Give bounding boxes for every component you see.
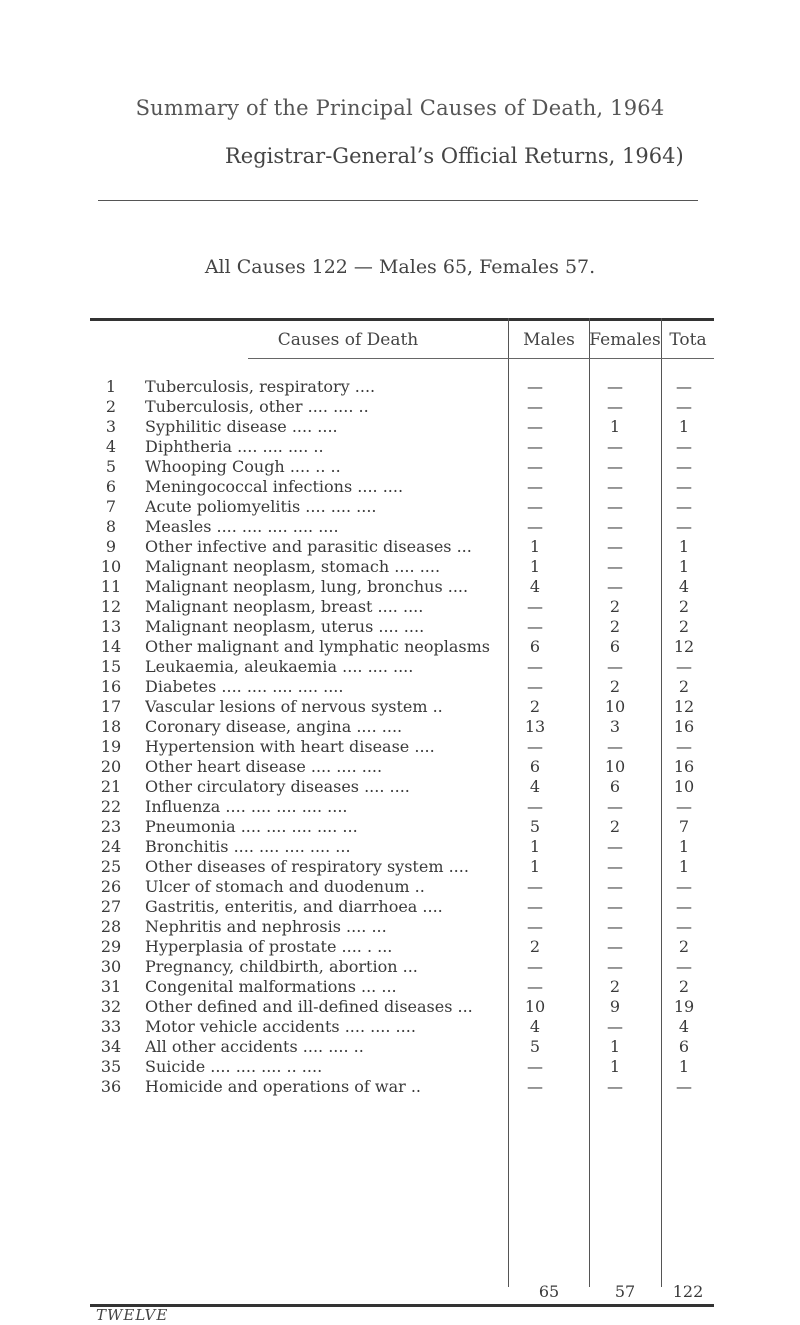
cause-cell: Other infective and parasitic diseases ... — [145, 537, 472, 556]
divider — [98, 200, 698, 201]
males-cell: — — [527, 977, 543, 996]
males-cell: — — [527, 437, 543, 456]
table-top-rule — [90, 318, 714, 321]
table-row — [90, 697, 714, 717]
cause-cell: Measles .... .... .... .... .... — [145, 517, 339, 536]
row-number: 27 — [100, 897, 122, 916]
column-header-females: Females — [589, 330, 661, 350]
total-cell: 12 — [673, 637, 695, 656]
females-cell: 2 — [609, 977, 621, 996]
column-header-males: Males — [523, 330, 575, 350]
males-cell: — — [527, 797, 543, 816]
total-cell: — — [676, 957, 692, 976]
table-row — [90, 977, 714, 997]
total-males: 65 — [538, 1282, 560, 1301]
page-title: Summary of the Principal Causes of Death, 1964 — [135, 96, 665, 120]
females-cell: 10 — [604, 757, 626, 776]
row-number: 12 — [100, 597, 122, 616]
cause-cell: Malignant neoplasm, stomach .... .... — [145, 557, 441, 576]
row-number: 18 — [100, 717, 122, 736]
males-cell: — — [527, 1077, 543, 1096]
cause-cell: Malignant neoplasm, breast .... .... — [145, 597, 424, 616]
total-cell: — — [676, 657, 692, 676]
males-cell: 1 — [529, 837, 541, 856]
males-cell: 1 — [529, 537, 541, 556]
table-row — [90, 1077, 714, 1097]
cause-cell: Other defined and ill-defined diseases ... — [145, 997, 473, 1016]
males-cell: 2 — [529, 697, 541, 716]
total-cell: — — [676, 517, 692, 536]
table-row — [90, 957, 714, 977]
females-cell: — — [607, 397, 623, 416]
table-row — [90, 797, 714, 817]
cause-cell: Malignant neoplasm, lung, bronchus .... — [145, 577, 469, 596]
row-number: 1 — [105, 377, 117, 396]
row-number: 10 — [100, 557, 122, 576]
column-header-total: Tota — [669, 330, 707, 350]
females-cell: — — [607, 737, 623, 756]
females-cell: — — [607, 797, 623, 816]
cause-cell: Hypertension with heart disease .... — [145, 737, 435, 756]
total-cell: 12 — [673, 697, 695, 716]
row-number: 9 — [105, 537, 117, 556]
row-number: 19 — [100, 737, 122, 756]
females-cell: — — [607, 437, 623, 456]
row-number: 34 — [100, 1037, 122, 1056]
table-row — [90, 577, 714, 597]
cause-cell: Malignant neoplasm, uterus .... .... — [145, 617, 425, 636]
cause-cell: Syphilitic disease .... .... — [145, 417, 338, 436]
females-cell: — — [607, 917, 623, 936]
cause-cell: Pregnancy, childbirth, abortion ... — [145, 957, 418, 976]
total-cell: 1 — [678, 857, 690, 876]
table-row — [90, 1017, 714, 1037]
cause-cell: Other diseases of respiratory system .... — [145, 857, 469, 876]
females-cell: 2 — [609, 617, 621, 636]
table-row — [90, 837, 714, 857]
cause-cell: Congenital malformations ... ... — [145, 977, 397, 996]
cause-cell: Diphtheria .... .... .... .. — [145, 437, 324, 456]
cause-cell: All other accidents .... .... .. — [145, 1037, 364, 1056]
row-number: 11 — [100, 577, 122, 596]
row-number: 15 — [100, 657, 122, 676]
males-cell: — — [527, 897, 543, 916]
row-number: 16 — [100, 677, 122, 696]
total-cell: 2 — [678, 617, 690, 636]
cause-cell: Influenza .... .... .... .... .... — [145, 797, 348, 816]
row-number: 21 — [100, 777, 122, 796]
females-cell: 2 — [609, 597, 621, 616]
males-cell: — — [527, 597, 543, 616]
cause-cell: Motor vehicle accidents .... .... .... — [145, 1017, 416, 1036]
males-cell: — — [527, 517, 543, 536]
row-number: 36 — [100, 1077, 122, 1096]
table-row — [90, 1037, 714, 1057]
row-number: 23 — [100, 817, 122, 836]
total-cell: — — [676, 877, 692, 896]
total-cell: — — [676, 797, 692, 816]
males-cell: — — [527, 917, 543, 936]
males-cell: — — [527, 417, 543, 436]
row-number: 29 — [100, 937, 122, 956]
females-cell: — — [607, 457, 623, 476]
table-row — [90, 597, 714, 617]
cause-cell: Diabetes .... .... .... .... .... — [145, 677, 344, 696]
males-cell: — — [527, 377, 543, 396]
cause-cell: Suicide .... .... .... .. .... — [145, 1057, 323, 1076]
males-cell: 10 — [524, 997, 546, 1016]
cause-cell: Nephritis and nephrosis .... ... — [145, 917, 387, 936]
males-cell: 6 — [529, 637, 541, 656]
table-row — [90, 437, 714, 457]
males-cell: 2 — [529, 937, 541, 956]
table-row — [90, 377, 714, 397]
females-cell: — — [607, 477, 623, 496]
males-cell: 13 — [524, 717, 546, 736]
row-number: 17 — [100, 697, 122, 716]
table-row — [90, 477, 714, 497]
table-row — [90, 737, 714, 757]
table-row — [90, 857, 714, 877]
cause-cell: Homicide and operations of war .. — [145, 1077, 422, 1096]
females-cell: 2 — [609, 677, 621, 696]
row-number: 4 — [105, 437, 117, 456]
total-cell: 7 — [678, 817, 690, 836]
females-cell: — — [607, 957, 623, 976]
total-all: 122 — [672, 1282, 704, 1301]
females-cell: — — [607, 1077, 623, 1096]
females-cell: 6 — [609, 637, 621, 656]
cause-cell: Other circulatory diseases .... .... — [145, 777, 410, 796]
females-cell: — — [607, 837, 623, 856]
total-cell: — — [676, 897, 692, 916]
total-cell: 16 — [673, 757, 695, 776]
cause-cell: Acute poliomyelitis .... .... .... — [145, 497, 377, 516]
females-cell: — — [607, 577, 623, 596]
table-row — [90, 997, 714, 1017]
cause-cell: Bronchitis .... .... .... .... ... — [145, 837, 351, 856]
males-cell: — — [527, 677, 543, 696]
total-cell: 19 — [673, 997, 695, 1016]
total-females: 57 — [614, 1282, 636, 1301]
table-row — [90, 637, 714, 657]
males-cell: — — [527, 1057, 543, 1076]
table-row — [90, 1057, 714, 1077]
table-row — [90, 917, 714, 937]
total-cell: — — [676, 377, 692, 396]
table-row — [90, 397, 714, 417]
total-cell: 1 — [678, 837, 690, 856]
total-cell: 2 — [678, 677, 690, 696]
cause-cell: Ulcer of stomach and duodenum .. — [145, 877, 425, 896]
row-number: 6 — [105, 477, 117, 496]
table-bottom-rule — [90, 1304, 714, 1307]
males-cell: — — [527, 957, 543, 976]
table-row — [90, 937, 714, 957]
page-footer: TWELVE — [96, 1306, 169, 1324]
cause-cell: Tuberculosis, other .... .... .. — [145, 397, 369, 416]
table-row — [90, 677, 714, 697]
row-number: 5 — [105, 457, 117, 476]
total-cell: 4 — [678, 577, 690, 596]
total-cell: — — [676, 477, 692, 496]
females-cell: — — [607, 937, 623, 956]
row-number: 24 — [100, 837, 122, 856]
total-cell: — — [676, 457, 692, 476]
females-cell: — — [607, 557, 623, 576]
males-cell: 5 — [529, 1037, 541, 1056]
row-number: 20 — [100, 757, 122, 776]
males-cell: — — [527, 497, 543, 516]
row-number: 26 — [100, 877, 122, 896]
females-cell: — — [607, 657, 623, 676]
row-number: 30 — [100, 957, 122, 976]
cause-cell: Leukaemia, aleukaemia .... .... .... — [145, 657, 414, 676]
males-cell: — — [527, 617, 543, 636]
males-cell: — — [527, 457, 543, 476]
row-number: 35 — [100, 1057, 122, 1076]
total-cell: 1 — [678, 1057, 690, 1076]
summary-line: All Causes 122 — Males 65, Females 57. — [204, 256, 596, 278]
males-cell: 4 — [529, 1017, 541, 1036]
total-cell: 1 — [678, 537, 690, 556]
total-cell: 2 — [678, 597, 690, 616]
females-cell: — — [607, 377, 623, 396]
causes-table — [90, 377, 714, 1097]
row-number: 28 — [100, 917, 122, 936]
females-cell: — — [607, 857, 623, 876]
row-number: 22 — [100, 797, 122, 816]
males-cell: 5 — [529, 817, 541, 836]
table-row — [90, 657, 714, 677]
table-row — [90, 417, 714, 437]
females-cell: — — [607, 1017, 623, 1036]
table-row — [90, 617, 714, 637]
males-cell: — — [527, 737, 543, 756]
total-cell: — — [676, 397, 692, 416]
cause-cell: Vascular lesions of nervous system .. — [145, 697, 443, 716]
cause-cell: Gastritis, enteritis, and diarrhoea .... — [145, 897, 443, 916]
cause-cell: Tuberculosis, respiratory .... — [145, 377, 376, 396]
row-number: 32 — [100, 997, 122, 1016]
females-cell: 6 — [609, 777, 621, 796]
females-cell: 10 — [604, 697, 626, 716]
table-row — [90, 817, 714, 837]
table-row — [90, 757, 714, 777]
females-cell: 3 — [609, 717, 621, 736]
row-number: 2 — [105, 397, 117, 416]
row-number: 13 — [100, 617, 122, 636]
females-cell: — — [607, 877, 623, 896]
males-cell: — — [527, 657, 543, 676]
table-row — [90, 497, 714, 517]
total-cell: 4 — [678, 1017, 690, 1036]
males-cell: 4 — [529, 577, 541, 596]
total-cell: 2 — [678, 977, 690, 996]
cause-cell: Other heart disease .... .... .... — [145, 757, 383, 776]
females-cell: — — [607, 497, 623, 516]
males-cell: — — [527, 877, 543, 896]
females-cell: 1 — [609, 417, 621, 436]
table-row — [90, 717, 714, 737]
total-cell: — — [676, 917, 692, 936]
row-number: 8 — [105, 517, 117, 536]
females-cell: 2 — [609, 817, 621, 836]
males-cell: 4 — [529, 777, 541, 796]
total-cell: — — [676, 437, 692, 456]
males-cell: 1 — [529, 557, 541, 576]
table-row — [90, 537, 714, 557]
cause-cell: Pneumonia .... .... .... .... ... — [145, 817, 358, 836]
total-cell: 10 — [673, 777, 695, 796]
total-cell: 1 — [678, 557, 690, 576]
total-cell: 16 — [673, 717, 695, 736]
cause-cell: Whooping Cough .... .. .. — [145, 457, 341, 476]
row-number: 14 — [100, 637, 122, 656]
cause-cell: Meningococcal infections .... .... — [145, 477, 404, 496]
males-cell: — — [527, 397, 543, 416]
cause-cell: Other malignant and lymphatic neoplasms — [145, 637, 490, 656]
row-number: 3 — [105, 417, 117, 436]
header-rule — [248, 358, 714, 359]
row-number: 33 — [100, 1017, 122, 1036]
column-header-cause: Causes of Death — [277, 330, 419, 350]
page-subtitle: Registrar-General’s Official Returns, 1964) — [225, 144, 684, 168]
table-row — [90, 877, 714, 897]
table-row — [90, 777, 714, 797]
total-cell: — — [676, 497, 692, 516]
row-number: 7 — [105, 497, 117, 516]
males-cell: — — [527, 477, 543, 496]
table-row — [90, 517, 714, 537]
total-cell: 6 — [678, 1037, 690, 1056]
cause-cell: Hyperplasia of prostate .... . ... — [145, 937, 393, 956]
row-number: 25 — [100, 857, 122, 876]
table-row — [90, 897, 714, 917]
females-cell: — — [607, 897, 623, 916]
cause-cell: Coronary disease, angina .... .... — [145, 717, 403, 736]
total-cell: — — [676, 1077, 692, 1096]
females-cell: 1 — [609, 1037, 621, 1056]
total-cell: 1 — [678, 417, 690, 436]
males-cell: 6 — [529, 757, 541, 776]
table-row — [90, 457, 714, 477]
total-cell: — — [676, 737, 692, 756]
females-cell: 9 — [609, 997, 621, 1016]
row-number: 31 — [100, 977, 122, 996]
total-cell: 2 — [678, 937, 690, 956]
females-cell: 1 — [609, 1057, 621, 1076]
females-cell: — — [607, 537, 623, 556]
table-row — [90, 557, 714, 577]
males-cell: 1 — [529, 857, 541, 876]
females-cell: — — [607, 517, 623, 536]
